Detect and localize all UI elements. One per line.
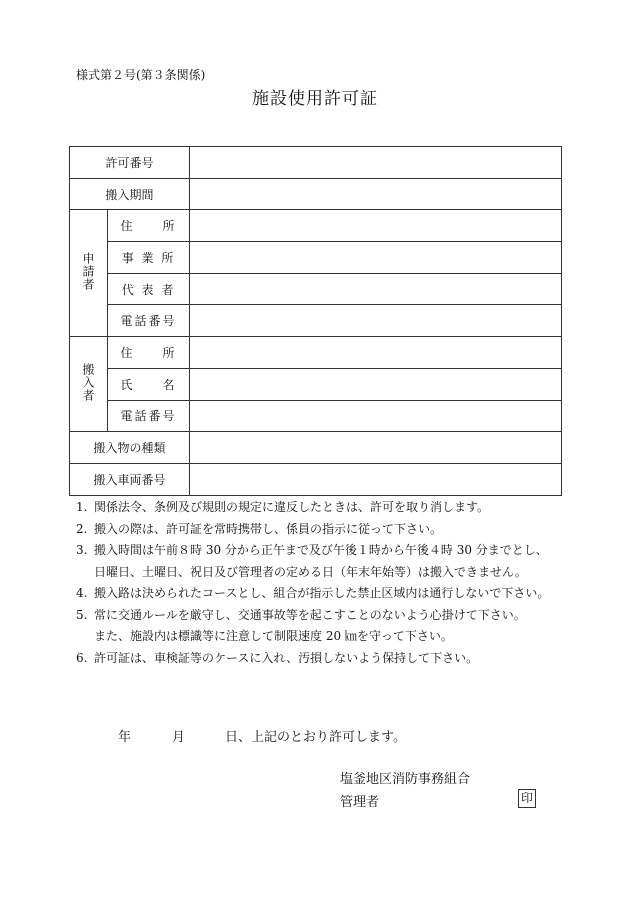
note-number: 5.: [76, 607, 88, 622]
carrier-phone-field[interactable]: [190, 400, 562, 432]
note-text: 搬入時間は午前８時 30 分から正午まで及び午後１時から午後４時 30 分までとし、 日曜日、土曜日、祝日及び管理者の定める日（年末年始等）は搬入できません。: [94, 543, 548, 579]
applicant-representative-label: 代 表 者: [108, 273, 190, 305]
applicant-representative-field[interactable]: [190, 273, 562, 305]
applicant-group-label: [70, 210, 108, 337]
table-row: [70, 400, 562, 432]
applicant-phone-label: 電話番号: [108, 305, 190, 337]
applicant-phone-field[interactable]: [190, 305, 562, 337]
list-item: [76, 605, 596, 648]
carrier-name-label: 氏 名: [108, 368, 190, 400]
carrier-group-label: [70, 337, 108, 432]
vehicle-number-label: 搬入車両番号: [70, 463, 190, 495]
period-label: 搬入期間: [70, 178, 190, 210]
month-label: 月: [172, 730, 186, 745]
applicant-office-field[interactable]: [190, 242, 562, 274]
page-title: 施設使用許可証: [252, 89, 378, 109]
form-number: 様式第２号(第３条関係): [76, 68, 206, 82]
note-text: 常に交通ルールを厳守し、交通事故等を起こすことのないよう心掛けて下さい。 また、施設内は標識等に注意して制限速度 20 ㎞を守って下さい。: [94, 607, 526, 643]
table-row: [70, 242, 562, 274]
carrier-name-field[interactable]: [190, 368, 562, 400]
table-row: [70, 432, 562, 464]
table-row: [70, 210, 562, 242]
permit-table: [69, 146, 562, 496]
list-item: [76, 583, 596, 605]
note-text: 関係法令、条例及び規則の規定に違反したときは、許可を取り消します。: [94, 500, 490, 514]
item-type-label: 搬入物の種類: [70, 432, 190, 464]
note-text: 搬入路は決められたコースとし、組合が指示した禁止区域内は通行しないで下さい。: [94, 586, 550, 600]
note-text: 許可証は、車検証等のケースに入れ、汚損しないよう保持して下さい。: [94, 650, 479, 665]
applicant-address-label: 住 所: [108, 210, 190, 242]
table-row: [70, 463, 562, 495]
note-number: 1.: [76, 500, 88, 514]
seal-box: 印: [518, 789, 536, 808]
approval-statement: 日、上記のとおり許可します。: [225, 730, 406, 745]
manager-label: 管理者: [340, 795, 380, 810]
table-row: [70, 147, 562, 179]
note-number: 3.: [76, 543, 88, 557]
permit-number-field[interactable]: [190, 147, 562, 179]
note-number: 2.: [76, 521, 88, 536]
item-type-field[interactable]: [190, 432, 562, 464]
table-row: [70, 305, 562, 337]
note-number: 6.: [76, 650, 88, 665]
list-item: [76, 648, 596, 670]
note-text: 搬入の際は、許可証を常時携帯し、係員の指示に従って下さい。: [94, 521, 443, 536]
applicant-office-label: 事 業 所: [108, 242, 190, 274]
permit-number-label: 許可番号: [70, 147, 190, 179]
vehicle-number-field[interactable]: [190, 463, 562, 495]
list-item: [76, 540, 596, 583]
period-field[interactable]: [190, 178, 562, 210]
carrier-group-text: 搬入者: [81, 363, 95, 403]
table-row: [70, 337, 562, 369]
notes-list: [76, 497, 596, 669]
table-row: [70, 178, 562, 210]
list-item: [76, 519, 596, 541]
applicant-address-field[interactable]: [190, 210, 562, 242]
organization-name: 塩釜地区消防事務組合: [340, 772, 471, 787]
table-row: [70, 273, 562, 305]
table-row: [70, 368, 562, 400]
list-item: [76, 497, 596, 519]
carrier-phone-label: 電話番号: [108, 400, 190, 432]
year-label: 年: [118, 730, 132, 745]
carrier-address-label: 住 所: [108, 337, 190, 369]
applicant-group-text: 申請者: [81, 252, 95, 292]
carrier-address-field[interactable]: [190, 337, 562, 369]
note-number: 4.: [76, 586, 88, 600]
